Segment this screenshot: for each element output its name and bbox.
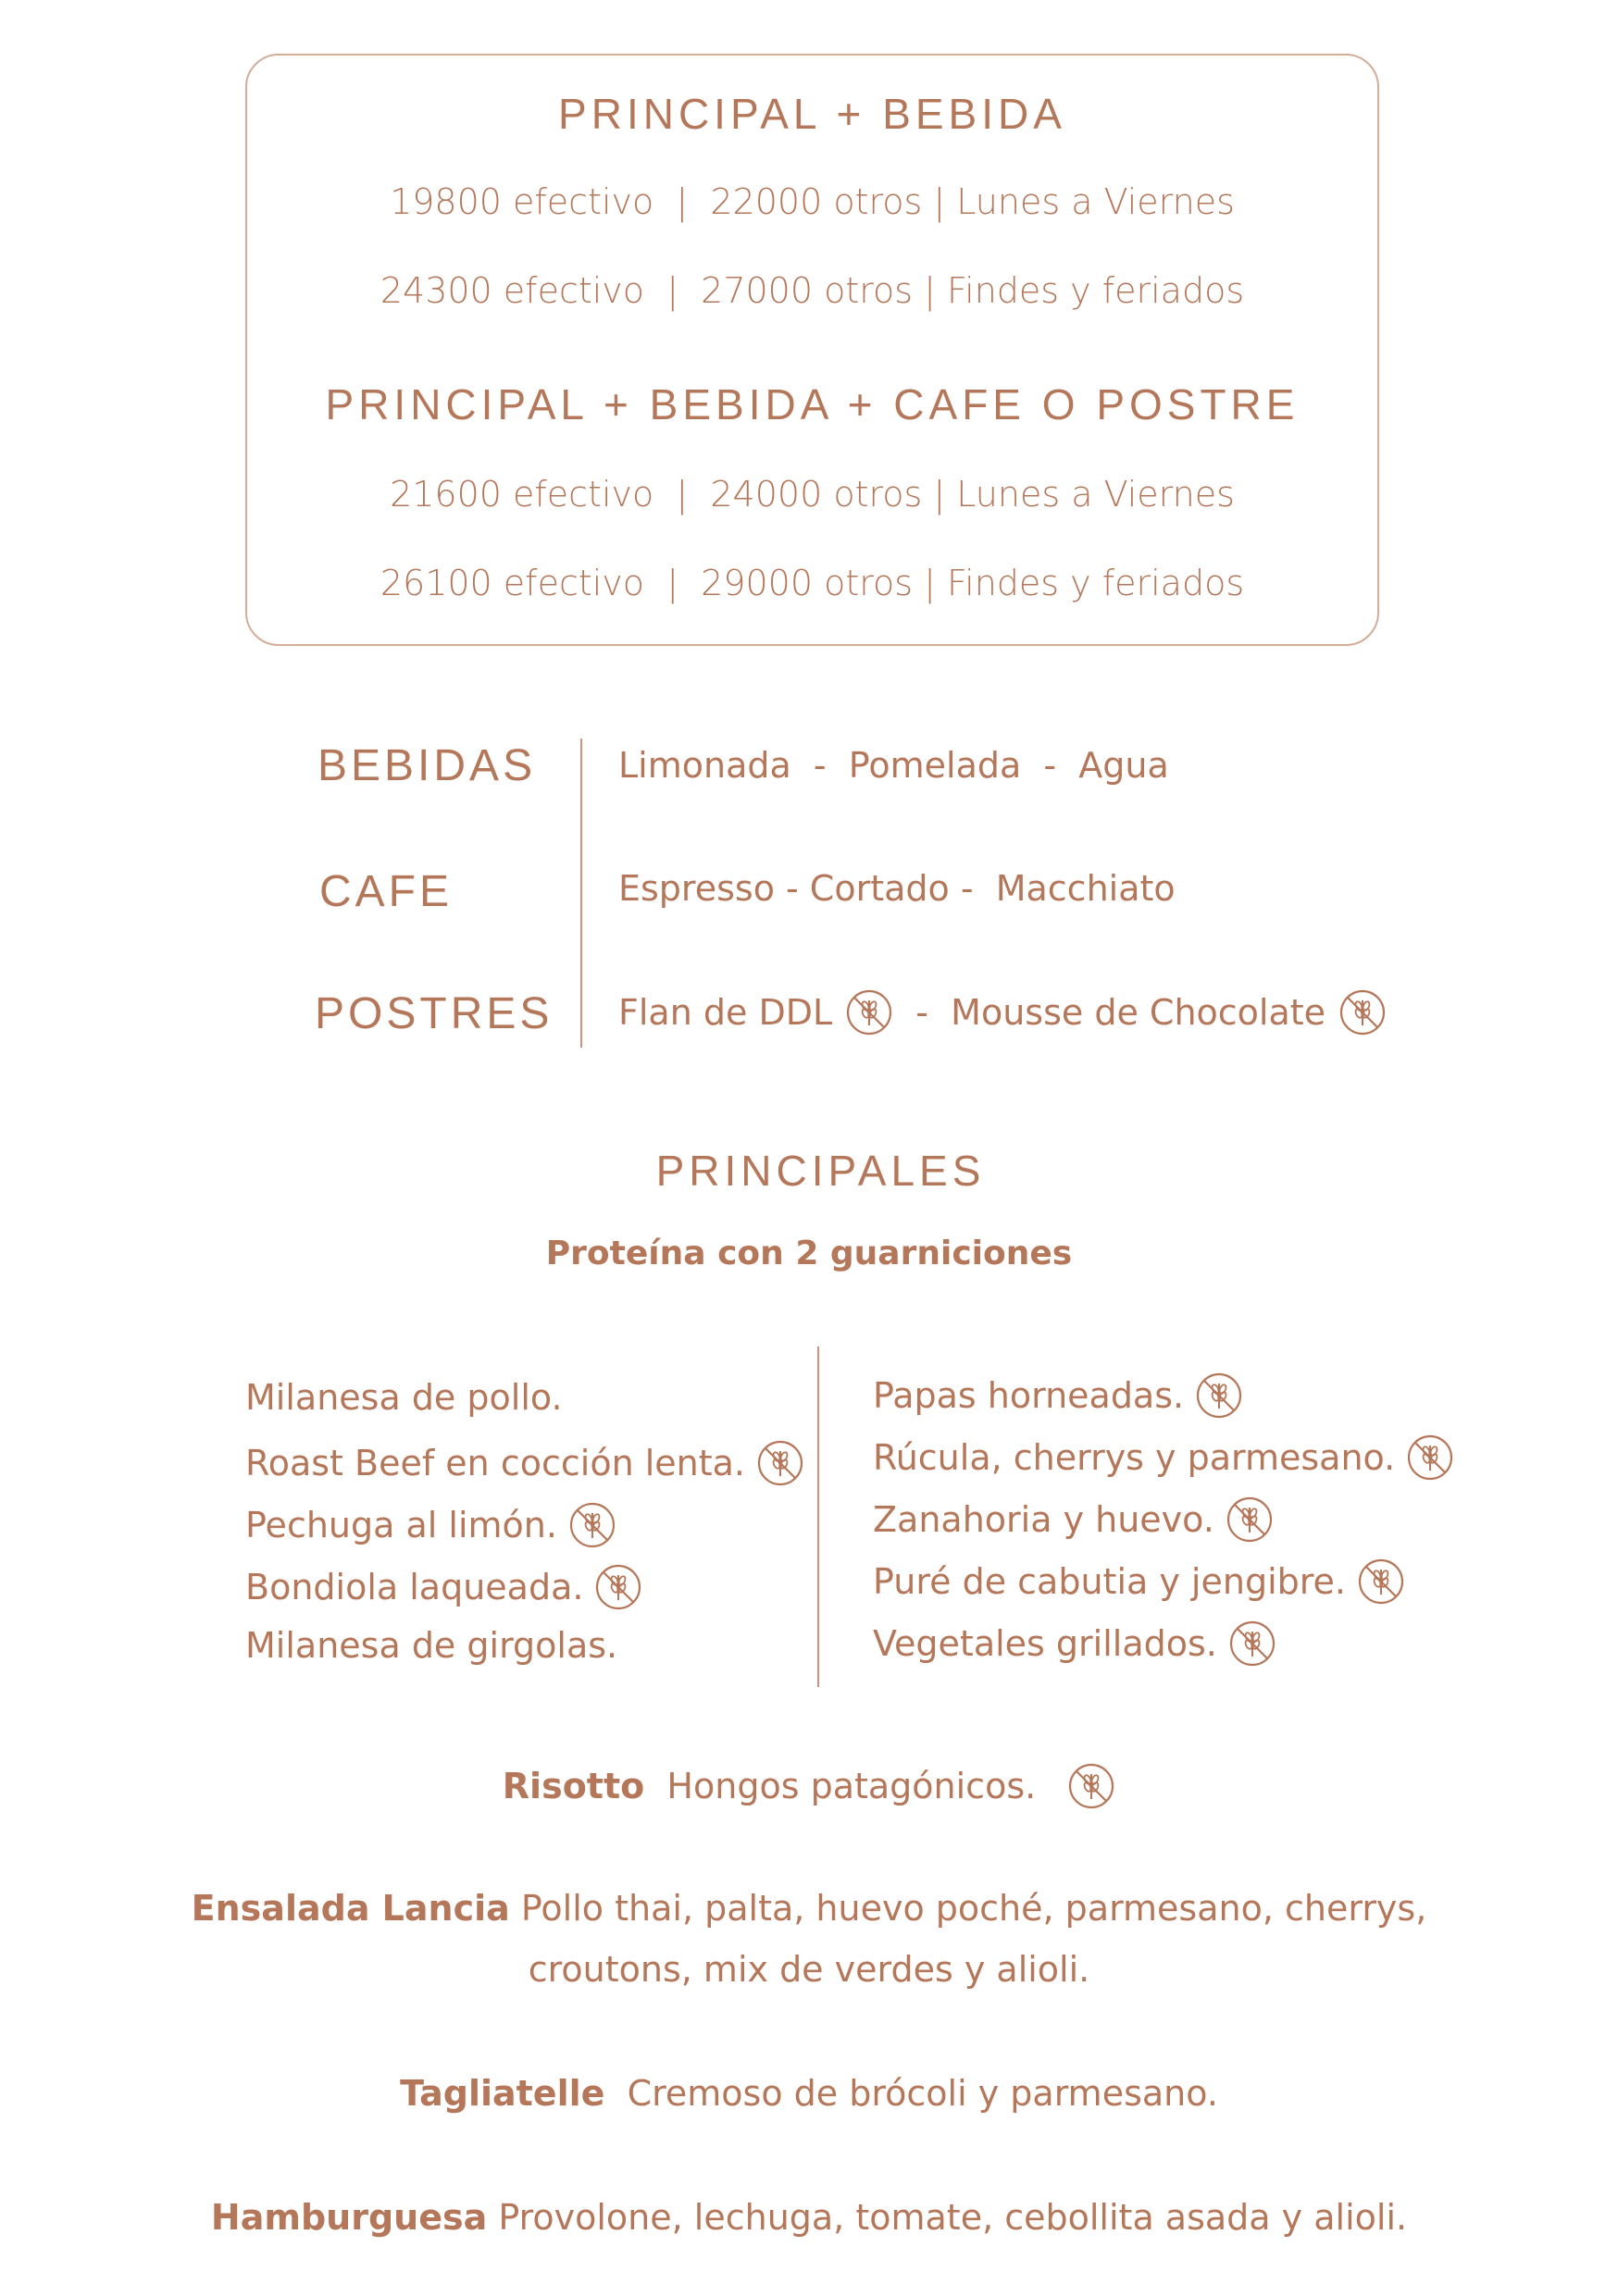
gluten-free-icon xyxy=(1228,1620,1276,1668)
side-item xyxy=(873,1433,1454,1482)
hamburguesa-name: Hamburguesa xyxy=(210,2197,488,2238)
tagliatelle-name: Tagliatelle xyxy=(400,2073,605,2114)
ensalada-line xyxy=(0,1888,1618,1929)
postre-mousse: Mousse de Chocolate xyxy=(951,992,1326,1033)
ensalada-name: Ensalada Lancia xyxy=(191,1888,510,1929)
side-item xyxy=(873,1620,1276,1668)
gluten-free-icon xyxy=(1338,988,1387,1036)
gluten-free-icon xyxy=(1067,1762,1115,1810)
protein-item xyxy=(245,1439,804,1487)
gluten-free-icon xyxy=(1226,1496,1274,1544)
dish-name: Zanahoria y huevo. xyxy=(873,1499,1214,1540)
risotto-line xyxy=(0,1762,1618,1810)
dish-name: Pechuga al limón. xyxy=(245,1505,557,1545)
side-item xyxy=(873,1496,1274,1544)
side-item xyxy=(873,1558,1405,1606)
gluten-free-icon xyxy=(594,1563,642,1611)
combo-price-line: 19800 efectivo | 22000 otros | Lunes a Viernes xyxy=(390,181,1235,222)
dish-name: Vegetales grillados. xyxy=(873,1623,1217,1664)
dish-name: Milanesa de girgolas. xyxy=(245,1625,618,1666)
ensalada-desc-2: croutons, mix de verdes y alioli. xyxy=(528,1949,1090,1990)
combo-price-line: 26100 efectivo | 29000 otros | Findes y feriados xyxy=(380,563,1245,603)
dish-name: Milanesa de pollo. xyxy=(245,1377,563,1418)
risotto-name: Risotto xyxy=(502,1766,645,1806)
combo-price-line: 21600 efectivo | 24000 otros | Lunes a Viernes xyxy=(390,474,1235,515)
bebidas-label: BEBIDAS xyxy=(317,741,537,790)
postre-separator: - xyxy=(893,992,952,1033)
ensalada-line-2 xyxy=(0,1949,1618,1990)
dish-name: Bondiola laqueada. xyxy=(245,1567,584,1607)
extras-divider xyxy=(580,738,582,1048)
postre-flan: Flan de DDL xyxy=(618,992,833,1033)
bebidas-items: Limonada - Pomelada - Agua xyxy=(618,745,1169,786)
dish-name: Roast Beef en cocción lenta. xyxy=(245,1443,746,1483)
combo-price-line: 24300 efectivo | 27000 otros | Findes y feriados xyxy=(380,270,1245,311)
postres-label: POSTRES xyxy=(315,989,554,1038)
hamburguesa-desc: Provolone, lechuga, tomate, cebollita asada y alioli. xyxy=(487,2197,1408,2238)
dish-name: Papas horneadas. xyxy=(873,1375,1185,1416)
hamburguesa-line xyxy=(0,2197,1618,2238)
tagliatelle-desc: Cremoso de brócoli y parmesano. xyxy=(627,2073,1218,2114)
cafe-label: CAFE xyxy=(319,867,454,916)
protein-item xyxy=(245,1563,642,1611)
gluten-free-icon xyxy=(756,1439,804,1487)
principales-subtitle: Proteína con 2 guarniciones xyxy=(545,1235,1073,1272)
gluten-free-icon xyxy=(845,988,893,1036)
gluten-free-icon xyxy=(1195,1371,1243,1420)
combo-title: PRINCIPAL + BEBIDA + CAFE O POSTRE xyxy=(325,380,1300,428)
principales-title: PRINCIPALES xyxy=(655,1147,986,1195)
protein-item xyxy=(245,1501,616,1549)
cafe-items: Espresso - Cortado - Macchiato xyxy=(618,868,1176,909)
gluten-free-icon xyxy=(568,1501,616,1549)
principales-divider xyxy=(817,1347,819,1687)
risotto-desc: Hongos patagónicos. xyxy=(666,1766,1037,1806)
combo-title: PRINCIPAL + BEBIDA xyxy=(558,90,1066,138)
combo-price-box xyxy=(245,54,1379,646)
protein-item xyxy=(245,1377,563,1418)
protein-item xyxy=(245,1625,617,1666)
postres-items xyxy=(618,988,1387,1036)
tagliatelle-line xyxy=(0,2073,1618,2114)
ensalada-desc: Pollo thai, palta, huevo poché, parmesano, cherrys, xyxy=(509,1888,1427,1929)
gluten-free-icon xyxy=(1357,1558,1405,1606)
dish-name: Rúcula, cherrys y parmesano. xyxy=(873,1437,1396,1478)
gluten-free-icon xyxy=(1406,1433,1454,1482)
side-item xyxy=(873,1371,1243,1420)
dish-name: Puré de cabutia y jengibre. xyxy=(873,1561,1346,1602)
